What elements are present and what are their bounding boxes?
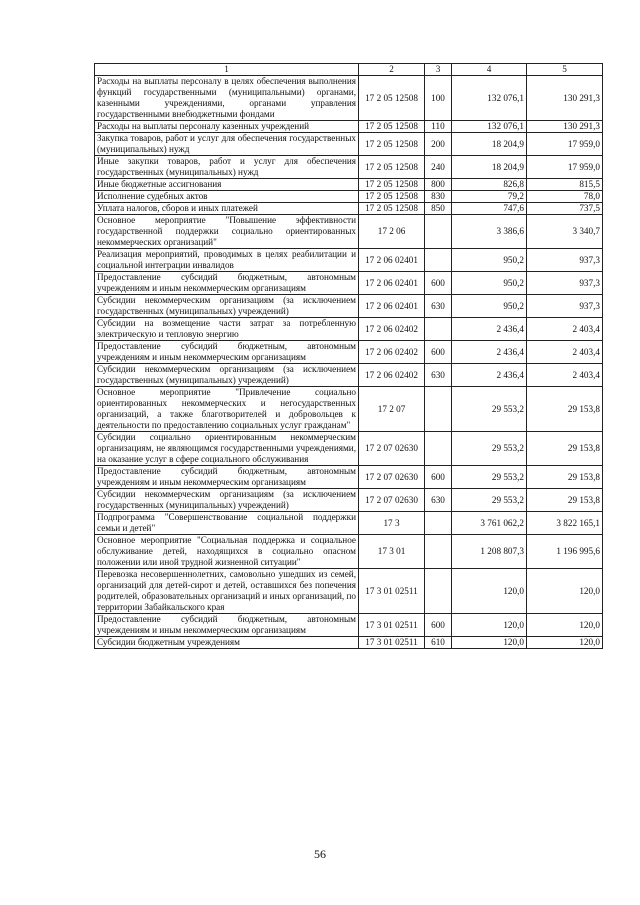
amount-year-1: 3 386,6 (452, 215, 527, 249)
target-code: 17 2 07 02630 (359, 466, 425, 489)
row-description: Расходы на выплаты персоналу в целях обеспечения выполнения функций государственными (муниципальными) органами, казенными учреждениями, органами управления государственными внебюджетными фондами (95, 76, 359, 121)
row-description: Субсидии социально ориентированным некоммерческим организациям, не являющимся государственными учреждениями, на оказание услуг в сфере социального обслуживания (95, 432, 359, 466)
row-description: Предоставление субсидий бюджетным, автономным учреждениям и иным некоммерческим организациям (95, 614, 359, 637)
table-row (95, 466, 603, 489)
target-code: 17 2 06 02402 (359, 341, 425, 364)
table-row (95, 179, 603, 191)
table-row (95, 614, 603, 637)
amount-year-2: 29 153,8 (527, 489, 603, 512)
amount-year-1: 2 436,4 (452, 364, 527, 387)
table-row (95, 272, 603, 295)
row-description: Основное мероприятие "Привлечение социально ориентированных некоммерческих и негосударственных организаций, а также благотворителей и добровольцев к деятельности по предоставлению социальных услуг гражданам" (95, 387, 359, 432)
amount-year-1: 29 553,2 (452, 387, 527, 432)
expense-type: 630 (425, 489, 452, 512)
target-code: 17 2 06 (359, 215, 425, 249)
row-description: Субсидии бюджетным учреждениям (95, 637, 359, 649)
expense-type (425, 569, 452, 614)
row-description: Уплата налогов, сборов и иных платежей (95, 203, 359, 215)
row-description: Закупка товаров, работ и услуг для обеспечения государственных (муниципальных) нужд (95, 133, 359, 156)
row-description: Иные закупки товаров, работ и услуг для обеспечения государственных (муниципальных) нужд (95, 156, 359, 179)
table-row (95, 156, 603, 179)
expense-type: 240 (425, 156, 452, 179)
amount-year-1: 79,2 (452, 191, 527, 203)
amount-year-2: 120,0 (527, 637, 603, 649)
amount-year-1: 950,2 (452, 295, 527, 318)
amount-year-2: 937,3 (527, 295, 603, 318)
table-row (95, 535, 603, 569)
expense-type (425, 512, 452, 535)
expense-type: 600 (425, 614, 452, 637)
amount-year-1: 950,2 (452, 249, 527, 272)
expense-type: 200 (425, 133, 452, 156)
amount-year-2: 3 340,7 (527, 215, 603, 249)
target-code: 17 2 05 12508 (359, 76, 425, 121)
amount-year-2: 130 291,3 (527, 121, 603, 133)
expense-type (425, 215, 452, 249)
amount-year-1: 3 761 062,2 (452, 512, 527, 535)
table-row (95, 364, 603, 387)
amount-year-1: 132 076,1 (452, 76, 527, 121)
amount-year-1: 747,6 (452, 203, 527, 215)
amount-year-2: 2 403,4 (527, 364, 603, 387)
target-code: 17 2 07 02630 (359, 432, 425, 466)
amount-year-1: 2 436,4 (452, 318, 527, 341)
target-code: 17 2 06 02402 (359, 318, 425, 341)
table-row (95, 295, 603, 318)
amount-year-1: 1 208 807,3 (452, 535, 527, 569)
target-code: 17 3 01 02511 (359, 614, 425, 637)
amount-year-2: 1 196 995,6 (527, 535, 603, 569)
page-number: 56 (314, 847, 326, 861)
amount-year-1: 29 553,2 (452, 466, 527, 489)
expense-type (425, 432, 452, 466)
target-code: 17 3 (359, 512, 425, 535)
amount-year-2: 17 959,0 (527, 156, 603, 179)
amount-year-2: 130 291,3 (527, 76, 603, 121)
amount-year-1: 18 204,9 (452, 133, 527, 156)
amount-year-2: 815,5 (527, 179, 603, 191)
header-cell: 1 (95, 64, 359, 76)
table-row (95, 76, 603, 121)
amount-year-2: 2 403,4 (527, 318, 603, 341)
expense-type: 600 (425, 272, 452, 295)
target-code: 17 2 07 (359, 387, 425, 432)
amount-year-2: 737,5 (527, 203, 603, 215)
expense-type: 850 (425, 203, 452, 215)
amount-year-2: 120,0 (527, 614, 603, 637)
header-cell: 2 (359, 64, 425, 76)
expense-type: 610 (425, 637, 452, 649)
amount-year-1: 120,0 (452, 637, 527, 649)
row-description: Предоставление субсидий бюджетным, автономным учреждениям и иным некоммерческим организациям (95, 272, 359, 295)
row-description: Субсидии некоммерческим организациям (за исключением государственных (муниципальных) учреждений) (95, 295, 359, 318)
row-description: Предоставление субсидий бюджетным, автономным учреждениям и иным некоммерческим организациям (95, 466, 359, 489)
amount-year-1: 950,2 (452, 272, 527, 295)
row-description: Основное мероприятие "Повышение эффективности государственной поддержки социально ориентированных некоммерческих организаций" (95, 215, 359, 249)
amount-year-2: 2 403,4 (527, 341, 603, 364)
target-code: 17 2 06 02401 (359, 295, 425, 318)
row-description: Расходы на выплаты персоналу казенных учреждений (95, 121, 359, 133)
amount-year-1: 120,0 (452, 569, 527, 614)
target-code: 17 2 06 02401 (359, 249, 425, 272)
table-row (95, 432, 603, 466)
row-description: Субсидии на возмещение части затрат за потребленную электрическую и тепловую энергию (95, 318, 359, 341)
expense-type (425, 535, 452, 569)
table-row (95, 318, 603, 341)
expense-type (425, 318, 452, 341)
table-row (95, 133, 603, 156)
row-description: Реализация мероприятий, проводимых в целях реабилитации и социальной интеграции инвалидов (95, 249, 359, 272)
target-code: 17 2 05 12508 (359, 156, 425, 179)
amount-year-1: 29 553,2 (452, 489, 527, 512)
target-code: 17 3 01 (359, 535, 425, 569)
expense-type (425, 387, 452, 432)
amount-year-2: 29 153,8 (527, 387, 603, 432)
target-code: 17 3 01 02511 (359, 637, 425, 649)
table-row (95, 215, 603, 249)
target-code: 17 2 06 02401 (359, 272, 425, 295)
amount-year-1: 18 204,9 (452, 156, 527, 179)
expense-type: 800 (425, 179, 452, 191)
budget-table (94, 63, 603, 649)
table-row (95, 191, 603, 203)
expense-type: 600 (425, 341, 452, 364)
table-row (95, 489, 603, 512)
expense-type: 110 (425, 121, 452, 133)
amount-year-1: 826,8 (452, 179, 527, 191)
amount-year-1: 2 436,4 (452, 341, 527, 364)
table-row (95, 249, 603, 272)
target-code: 17 2 05 12508 (359, 179, 425, 191)
expense-type: 100 (425, 76, 452, 121)
amount-year-1: 132 076,1 (452, 121, 527, 133)
target-code: 17 2 07 02630 (359, 489, 425, 512)
row-description: Иные бюджетные ассигнования (95, 179, 359, 191)
amount-year-2: 29 153,8 (527, 432, 603, 466)
amount-year-2: 3 822 165,1 (527, 512, 603, 535)
target-code: 17 2 05 12508 (359, 191, 425, 203)
target-code: 17 2 05 12508 (359, 121, 425, 133)
table-row (95, 637, 603, 649)
row-description: Субсидии некоммерческим организациям (за исключением государственных (муниципальных) учреждений) (95, 364, 359, 387)
amount-year-2: 120,0 (527, 569, 603, 614)
expense-type: 630 (425, 295, 452, 318)
expense-type: 630 (425, 364, 452, 387)
amount-year-1: 29 553,2 (452, 432, 527, 466)
header-cell: 5 (527, 64, 603, 76)
row-description: Перевозка несовершеннолетних, самовольно ушедших из семей, организаций для детей-сирот и детей, оставшихся без попечения родителей, образовательных организаций и иных организаций, по территории Забайкальского края (95, 569, 359, 614)
amount-year-2: 937,3 (527, 272, 603, 295)
amount-year-1: 120,0 (452, 614, 527, 637)
table-row (95, 203, 603, 215)
table-row (95, 569, 603, 614)
expense-type (425, 249, 452, 272)
header-cell: 3 (425, 64, 452, 76)
target-code: 17 2 05 12508 (359, 133, 425, 156)
expense-type: 600 (425, 466, 452, 489)
row-description: Исполнение судебных актов (95, 191, 359, 203)
table-row (95, 387, 603, 432)
amount-year-2: 29 153,8 (527, 466, 603, 489)
header-cell: 4 (452, 64, 527, 76)
target-code: 17 2 05 12508 (359, 203, 425, 215)
target-code: 17 3 01 02511 (359, 569, 425, 614)
amount-year-2: 17 959,0 (527, 133, 603, 156)
row-description: Основное мероприятие "Социальная поддержка и социальное обслуживание детей, находящихся в социально опасном положении или иной трудной жизненной ситуации" (95, 535, 359, 569)
expense-type: 830 (425, 191, 452, 203)
amount-year-2: 937,3 (527, 249, 603, 272)
amount-year-2: 78,0 (527, 191, 603, 203)
header-row (95, 64, 603, 76)
target-code: 17 2 06 02402 (359, 364, 425, 387)
table-row (95, 512, 603, 535)
row-description: Подпрограмма "Совершенствование социальной поддержки семьи и детей" (95, 512, 359, 535)
row-description: Предоставление субсидий бюджетным, автономным учреждениям и иным некоммерческим организациям (95, 341, 359, 364)
table-row (95, 121, 603, 133)
row-description: Субсидии некоммерческим организациям (за исключением государственных (муниципальных) учреждений) (95, 489, 359, 512)
table-row (95, 341, 603, 364)
